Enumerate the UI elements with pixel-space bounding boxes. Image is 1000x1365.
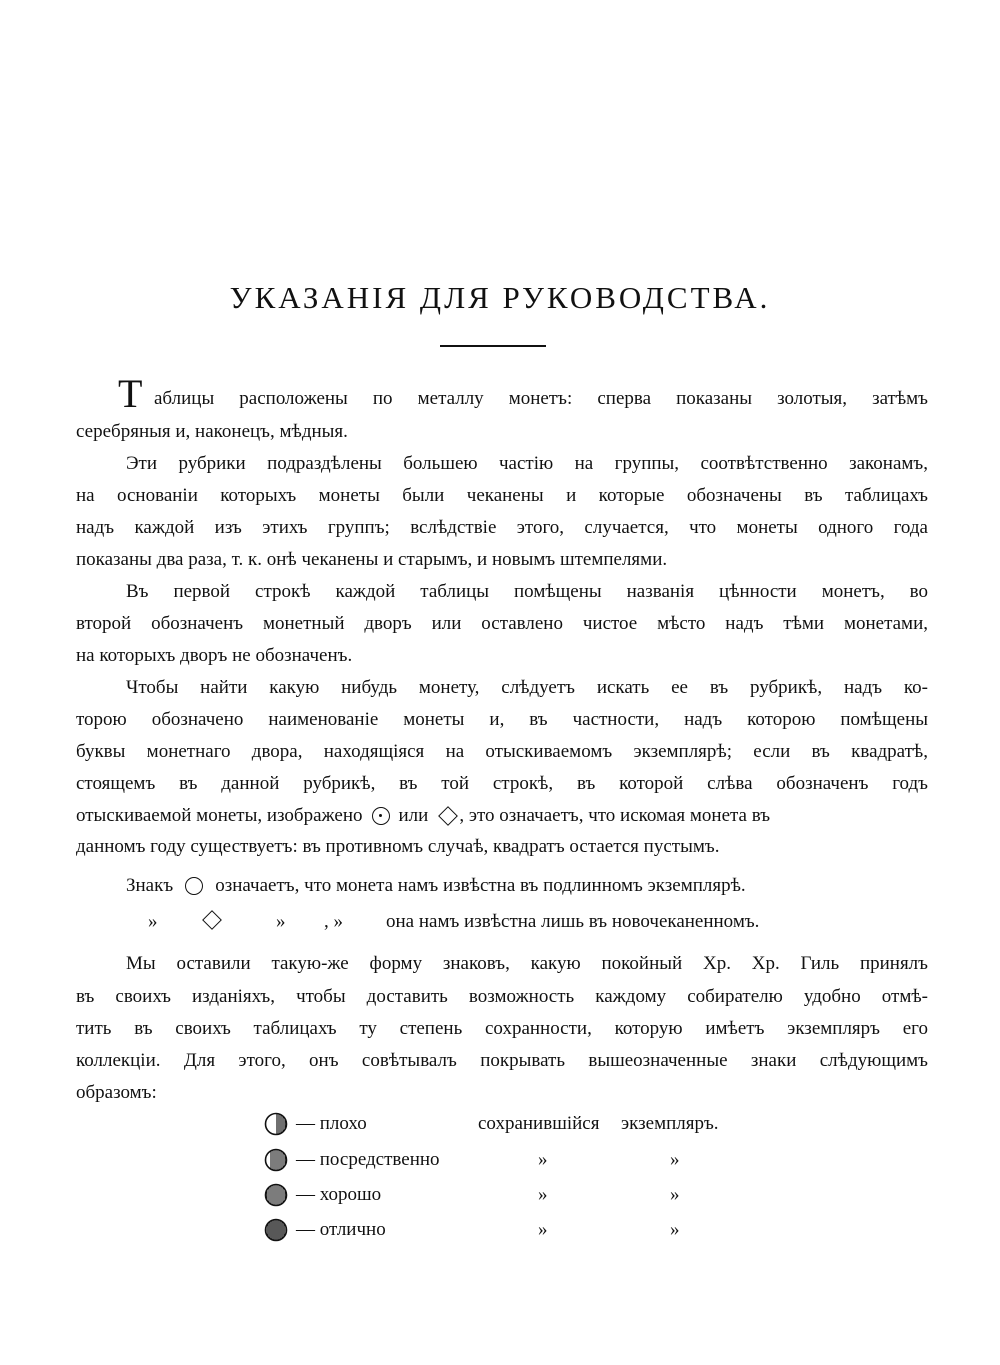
sign-diamond-text: она намъ извѣстна лишь въ новочеканенномъ. [386,911,760,932]
grade-good-label: — хорошо [296,1184,382,1205]
p3-line-3: на которыхъ дворъ не обозначенъ. [76,645,353,666]
p5-line-2: въ своихъ изданіяхъ, чтобы доставить возможность каждому собирателю удобно отмѣ- [76,986,928,1007]
sign-diamond-ditto-1: » [148,911,158,932]
sign-word: Знакъ [126,875,174,896]
p2-line-3: надъ каждой изъ этихъ группъ; вслѣдствіе этого, случается, что монеты одного года [76,517,928,538]
grade-poor-icon [264,1112,288,1136]
sign-diamond-mid: , » [324,911,343,932]
grade-excellent-label: — отлично [296,1219,386,1240]
p4-line-5-or: или [398,805,429,826]
diamond-icon [202,910,222,930]
p3-line-2: второй обозначенъ монетный дворъ или оставлено чистое мѣсто надъ тѣми монетами, [76,613,928,634]
p4-line-5-end: , это означаетъ, что искомая монета въ [459,805,771,826]
grade-poor-col3: экземпляръ. [621,1113,719,1134]
sign-diamond-ditto-2: » [276,911,286,932]
p4-line-1: Чтобы найти какую нибудь монету, слѣдуетъ искать ее въ рубрикѣ, надъ ко- [126,677,928,698]
grade-excellent-icon [264,1218,288,1242]
sign-circle-text: означаетъ, что монета намъ извѣстна въ подлинномъ экземплярѣ. [215,875,746,896]
grade-good-col3: » [670,1184,680,1205]
p4-line-4: стоящемъ въ данной рубрикѣ, въ той строкѣ, въ которой слѣва обозначенъ годъ [76,773,928,794]
p2-line-4: показаны два раза, т. к. онѣ чеканены и старымъ, и новымъ штемпелями. [76,549,668,570]
p1-line-1: аблицы расположены по металлу монетъ: сперва показаны золотыя, затѣмъ [154,388,928,409]
p4-line-5-start: отыскиваемой монеты, изображено [76,805,363,826]
circle-icon [185,877,203,895]
grade-excellent-col2: » [538,1219,548,1240]
p1-line-2: серебряныя и, наконецъ, мѣдныя. [76,421,348,442]
p2-line-2: на основаніи которыхъ монеты были чеканены и которые обозначены въ таблицахъ [76,485,928,506]
grade-fair-col3: » [670,1149,680,1170]
p4-line-3: буквы монетнаго двора, находящіяся на отыскиваемомъ экземплярѣ; если въ квадратѣ, [76,741,928,762]
p4-line-5 [76,800,928,832]
grade-good-col2: » [538,1184,548,1205]
p5-line-1: Мы оставили такую-же форму знаковъ, какую покойный Хр. Хр. Гиль принялъ [126,953,928,974]
grade-poor-label: — плохо [296,1113,367,1134]
grade-good-icon [264,1183,288,1207]
p2-line-1: Эти рубрики подраздѣлены большею частію на группы, соотвѣтственно законамъ, [126,453,928,474]
p5-line-4: коллекціи. Для этого, онъ совѣтывалъ покрывать вышеозначенные знаки слѣдующимъ [76,1050,928,1071]
p3-line-1: Въ первой строкѣ каждой таблицы помѣщены названія цѣнности монетъ, во [126,581,928,602]
p4-line-6: данномъ году существуетъ: въ противномъ случаѣ, квадратъ остается пустымъ. [76,836,720,857]
grade-fair-icon [264,1148,288,1172]
page-title: УКАЗАНІЯ ДЛЯ РУКОВОДСТВА. [229,280,771,315]
p5-line-5: образомъ: [76,1082,157,1103]
grade-fair-col2: » [538,1149,548,1170]
p5-line-3: тить въ своихъ таблицахъ ту степень сохранности, которую имѣетъ экземпляръ его [76,1018,928,1039]
grade-poor-col2: сохранившійся [478,1113,600,1134]
p4-line-2: торою обозначено наименованіе монеты и, въ частности, надъ которою помѣщены [76,709,928,730]
dotted-circle-icon [372,807,390,825]
title-rule [440,345,546,347]
grade-excellent-col3: » [670,1219,680,1240]
diamond-icon [438,806,458,826]
sign-circle-line [126,870,746,902]
dropcap-letter: Т [118,371,143,416]
grade-fair-label: — посредственно [296,1149,440,1170]
